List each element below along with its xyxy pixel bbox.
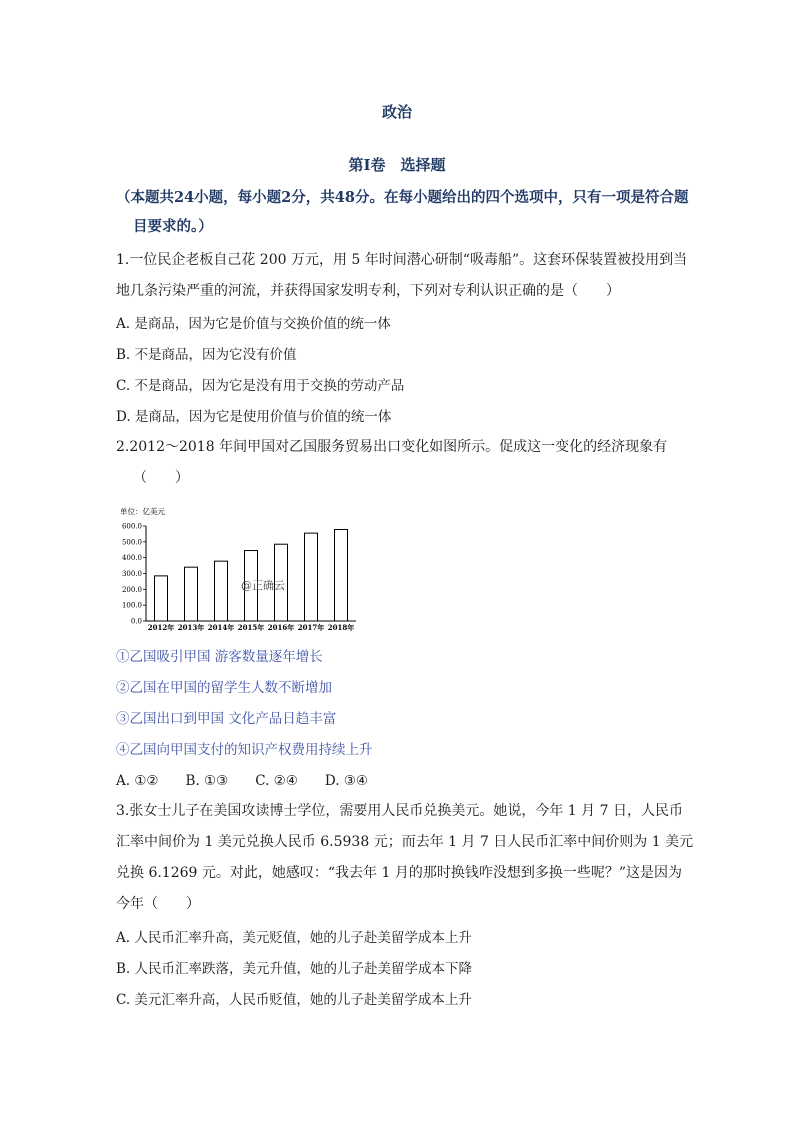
q1-option-d: D. 是商品，因为它是使用价值与价值的统一体 bbox=[116, 409, 392, 425]
x-tick-label: 2018年 bbox=[327, 623, 355, 632]
y-tick-label: 200.0 bbox=[121, 585, 142, 594]
y-tick-label: 0.0 bbox=[130, 617, 142, 626]
bar-2017年 bbox=[305, 533, 318, 621]
x-tick-label: 2015年 bbox=[237, 623, 265, 632]
q3-stem-line2: 汇率中间价为 1 美元兑换人民币 6.5938 元；而去年 1 月 7 日人民币汇率中间价则为 1 美元 bbox=[116, 834, 694, 850]
q2-item-4: ④乙国向甲国支付的知识产权费用持续上升 bbox=[116, 742, 373, 758]
q1-stem-line2: 地几条污染严重的河流，并获得国家发明专利，下列对专利认识正确的是（ ） bbox=[116, 283, 620, 299]
q2-item-1: ①乙国吸引甲国 游客数量逐年增长 bbox=[116, 649, 323, 665]
q2-answer-options: A. ①② B. ①③ C. ②④ D. ③④ bbox=[116, 773, 369, 789]
chart-watermark: @正确云 bbox=[241, 579, 285, 592]
section-instruction-line1: （本题共24小题，每小题2分，共48分。在每小题给出的四个选项中，只有一项是符合题 bbox=[116, 189, 689, 206]
q2-stem-line2: （ ） bbox=[133, 470, 189, 486]
q1-option-a: A. 是商品，因为它是价值与交换价值的统一体 bbox=[116, 316, 391, 332]
q2-item-3: ③乙国出口到甲国 文化产品日趋丰富 bbox=[116, 711, 337, 727]
q2-stem-line1: 2.2012～2018 年间甲国对乙国服务贸易出口变化如图所示。促成这一变化的经济现象有 bbox=[116, 439, 668, 455]
chart-unit-label: 单位：亿美元 bbox=[120, 507, 165, 516]
section-title: 第Ⅰ卷 选择题 bbox=[348, 156, 446, 174]
x-tick-label: 2013年 bbox=[177, 623, 205, 632]
y-tick-label: 400.0 bbox=[121, 554, 142, 563]
q2-item-2: ②乙国在甲国的留学生人数不断增加 bbox=[116, 680, 332, 696]
section-instruction-line2: 目要求的。） bbox=[133, 218, 213, 235]
y-tick-label: 600.0 bbox=[121, 522, 142, 531]
q3-option-c: C. 美元汇率升高，人民币贬值，她的儿子赴美留学成本上升 bbox=[116, 992, 472, 1008]
bar-2014年 bbox=[215, 561, 228, 621]
page-title: 政治 bbox=[381, 103, 412, 121]
export-bar-chart bbox=[116, 502, 366, 637]
q3-stem-line4: 今年（ ） bbox=[116, 896, 200, 912]
y-tick-label: 500.0 bbox=[121, 538, 142, 547]
bar-2012年 bbox=[155, 576, 168, 621]
bar-2018年 bbox=[335, 529, 348, 621]
q3-option-b: B. 人民币汇率跌落，美元升值，她的儿子赴美留学成本下降 bbox=[116, 961, 473, 977]
q1-option-b: B. 不是商品，因为它没有价值 bbox=[116, 347, 297, 363]
q3-option-a: A. 人民币汇率升高，美元贬值，她的儿子赴美留学成本上升 bbox=[116, 930, 472, 946]
y-tick-label: 100.0 bbox=[121, 601, 142, 610]
x-tick-label: 2012年 bbox=[147, 623, 175, 632]
x-tick-label: 2016年 bbox=[267, 623, 295, 632]
x-tick-label: 2014年 bbox=[207, 623, 235, 632]
x-tick-label: 2017年 bbox=[297, 623, 325, 632]
y-tick-label: 300.0 bbox=[121, 570, 142, 578]
q3-stem-line3: 兑换 6.1269 元。对此，她感叹：“我去年 1 月的那时换钱咋没想到多换一些呢？”这是因为 bbox=[116, 865, 683, 881]
q3-stem-line1: 3.张女士儿子在美国攻读博士学位，需要用人民币兑换美元。她说，今年 1 月 7 日，人民币 bbox=[116, 803, 683, 819]
q1-option-c: C. 不是商品，因为它是没有用于交换的劳动产品 bbox=[116, 378, 405, 394]
q1-stem-line1: 1.一位民企老板自己花 200 万元，用 5 年时间潜心研制“吸毒船”。这套环保装置被投用到当 bbox=[116, 252, 688, 268]
bar-2013年 bbox=[185, 567, 198, 621]
